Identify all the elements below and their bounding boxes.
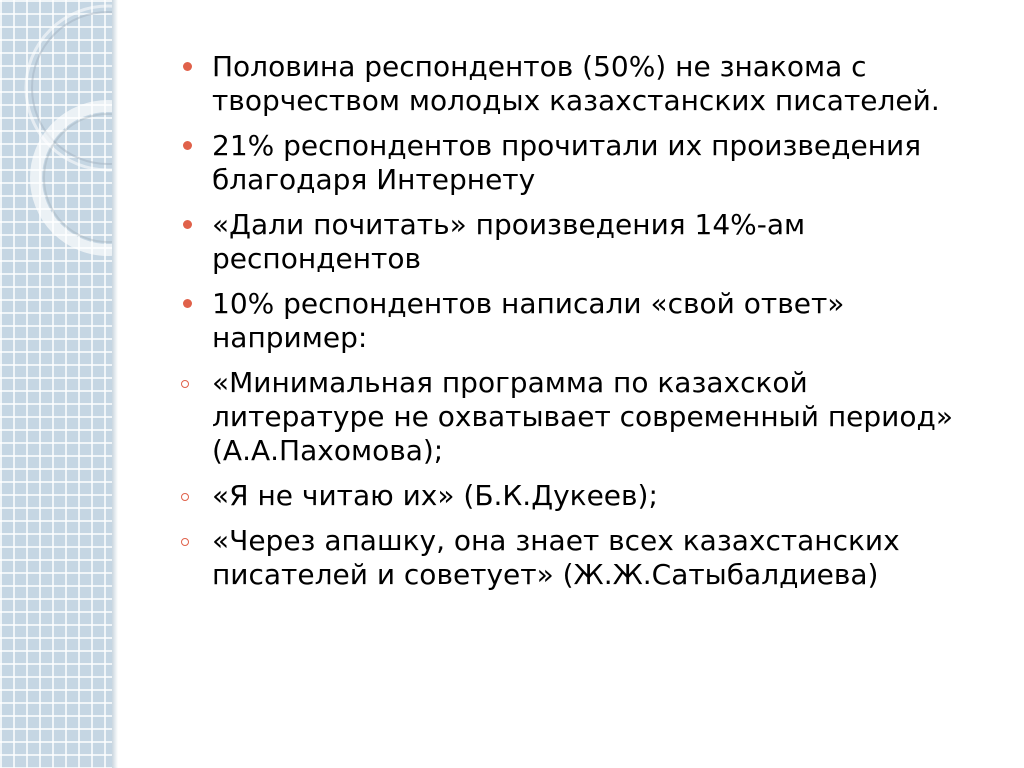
list-item-text: 10% респондентов написали «свой ответ» например:	[212, 287, 845, 354]
list-item-text: «Минимальная программа по казахской литературе не охватывает современный период» (А.А.Пахомова);	[212, 366, 953, 467]
hollow-bullet-icon	[181, 380, 189, 388]
decorative-grid-panel	[0, 0, 112, 768]
decorative-rings	[0, 0, 112, 260]
list-item-text: Половина респондентов (50%) не знакома с творчеством молодых казахстанских писателей.	[212, 50, 940, 117]
bullet-icon	[183, 220, 192, 229]
panel-shadow	[112, 0, 118, 768]
list-item-text: «Через апашку, она знает всех казахстанских писателей и советует» (Ж.Ж.Сатыбалдиева)	[212, 524, 900, 591]
list-item	[180, 287, 980, 355]
bullet-icon	[183, 299, 192, 308]
list-item-text: 21% респондентов прочитали их произведения благодаря Интернету	[212, 129, 922, 196]
list-item-text: «Я не читаю их» (Б.К.Дукеев);	[212, 479, 658, 512]
list-item	[180, 129, 980, 197]
list-item	[180, 208, 980, 276]
sub-list-item	[180, 479, 980, 513]
list-item-text: «Дали почитать» произведения 14%-ам респондентов	[212, 208, 806, 275]
hollow-bullet-icon	[181, 493, 189, 501]
bullet-list	[180, 50, 980, 603]
bullet-icon	[183, 62, 192, 71]
sub-list-item	[180, 366, 980, 468]
hollow-bullet-icon	[181, 538, 189, 546]
bullet-icon	[183, 141, 192, 150]
sub-list-item	[180, 524, 980, 592]
list-item	[180, 50, 980, 118]
